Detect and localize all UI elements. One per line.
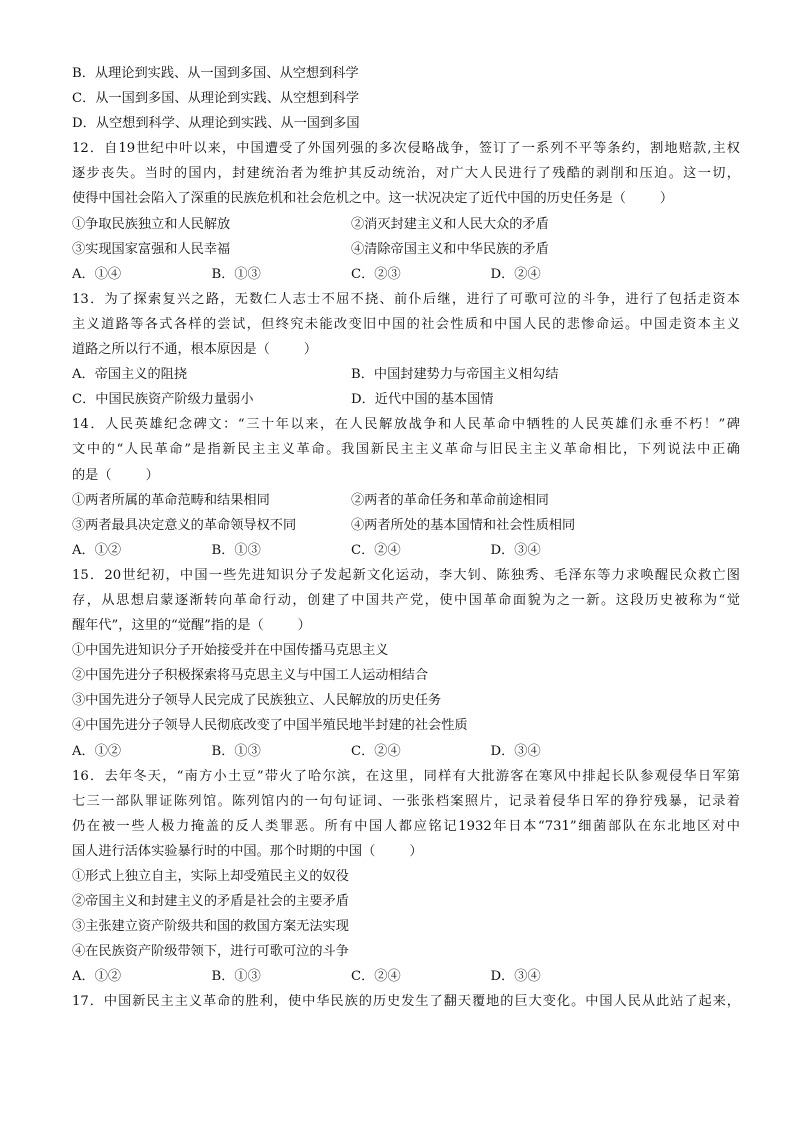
question-stem-end: ）	[145, 467, 159, 483]
question-stem-line	[72, 839, 740, 864]
statement-1: ①争取民族独立和人民解放	[72, 216, 231, 232]
statement-1: ①中国先进知识分子开始接受并在中国传播马克思主义	[72, 643, 389, 659]
question-12	[72, 136, 740, 287]
choice-a[interactable]: A．①②	[72, 743, 122, 759]
choice-row	[72, 538, 740, 563]
choice-b[interactable]: B．中国封建势力与帝国主义相勾结	[351, 367, 559, 383]
question-stem-line: 主义道路等各式各样的尝试，但终究未能改变旧中国的社会性质和中国人民的悲惨命运。中国走资本主义	[72, 316, 740, 332]
statement-4: ④清除帝国主义和中华民族的矛盾	[351, 241, 549, 257]
question-stem-line: 17．中国新民主主义革命的胜利，使中华民族的历史发生了翻天覆地的巨大变化。中国人民从此站了起来，	[72, 994, 740, 1010]
question-stem-text: 的是（	[72, 467, 112, 483]
choice-c[interactable]: C．②④	[351, 743, 401, 759]
option-c[interactable]: C．从一国到多国、从理论到实践、从空想到科学	[72, 91, 360, 107]
question-stem-line	[72, 613, 740, 638]
choice-b[interactable]: B．①③	[211, 969, 261, 985]
choice-row	[72, 739, 740, 764]
choice-c[interactable]: C．②④	[351, 969, 401, 985]
question-stem-line: 逐步丧失。当时的国内，封建统治者为维护其反动统治，对广大人民进行了残酷的剥削和压迫。这一切，	[72, 166, 740, 182]
question-stem-end: ）	[409, 843, 423, 859]
question-13	[72, 287, 740, 412]
question-11-options	[72, 61, 740, 136]
question-stem-line: 仍在被一些人极力掩盖的反人类罪恶。所有中国人都应铭记1932年日本“731”细菌部队在东北地区对中	[72, 818, 740, 834]
question-15	[72, 563, 740, 764]
question-16	[72, 764, 740, 990]
statement-3: ③两者最具决定意义的革命领导权不同	[72, 517, 297, 533]
option-b[interactable]: B．从理论到实践、从一国到多国、从空想到科学	[72, 66, 359, 81]
statement-4: ④两者所处的基本国情和社会性质相同	[351, 517, 576, 533]
question-stem-line: 七三一部队罪证陈列馆。陈列馆内的一句句证词、一张张档案照片，记录着侵华日军的狰狞残暴，记录着	[72, 793, 740, 809]
question-stem-line	[72, 463, 740, 488]
statement-4: ④在民族资产阶级带领下，进行可歌可泣的斗争	[72, 944, 349, 960]
choice-c[interactable]: C．中国民族资产阶级力量弱小	[72, 392, 254, 408]
question-14	[72, 412, 740, 563]
choice-a[interactable]: A．①②	[72, 969, 122, 985]
question-stem-line: 14．人民英雄纪念碑文：“三十年以来，在人民解放战争和人民革命中牺牲的人民英雄们永垂不朽！”碑	[72, 417, 740, 433]
choice-a[interactable]: A．①④	[72, 266, 122, 282]
question-stem-line: 12．自19世纪中叶以来，中国遭受了外国列强的多次侵略战争，签订了一系列不平等条约，割地赔款,主权	[72, 141, 740, 157]
statement-3: ③实现国家富强和人民幸福	[72, 241, 231, 257]
question-stem-line: 16．去年冬天，“南方小土豆”带火了哈尔滨，在这里，同样有大批游客在寒风中排起长队参观侵华日军第	[72, 768, 740, 784]
question-17	[72, 989, 740, 1014]
question-stem-line: 13．为了探索复兴之路，无数仁人志士不屈不挠、前仆后继，进行了可歌可泣的斗争，进行了包括走资本	[72, 291, 740, 307]
statement-2: ②两者的革命任务和革命前途相同	[351, 492, 549, 508]
question-stem-line: 15．20世纪初，中国一些先进知识分子发起新文化运动，李大钊、陈独秀、毛泽东等力求唤醒民众救亡图	[72, 567, 740, 583]
statement-2: ②消灭封建主义和人民大众的矛盾	[351, 216, 549, 232]
question-stem-text: 道路之所以行不通，根本原因是（	[72, 342, 270, 358]
statement-row	[72, 488, 740, 513]
statement-row	[72, 212, 740, 237]
question-stem-end: ）	[303, 342, 317, 358]
choice-d[interactable]: D．②④	[490, 266, 541, 282]
choice-row	[72, 262, 740, 287]
choice-row	[72, 964, 740, 989]
choice-a[interactable]: A．①②	[72, 542, 122, 558]
choice-d[interactable]: D．近代中国的基本国情	[351, 392, 494, 408]
statement-3: ③中国先进分子领导人民完成了民族独立、人民解放的历史任务	[72, 693, 442, 709]
question-stem-text: 使得中国社会陷入了深重的民族危机和社会危机之中。这一状况决定了近代中国的历史任务是（	[72, 191, 626, 207]
question-stem-line: 存，从思想启蒙逐渐转向革命行动，创建了中国共产党，使中国革命面貌为之一新。这段历史被称为“觉	[72, 592, 740, 608]
choice-c[interactable]: C．②④	[351, 542, 401, 558]
statement-row	[72, 513, 740, 538]
option-d[interactable]: D．从空想到科学、从理论到实践、从一国到多国	[72, 116, 360, 132]
question-stem-line	[72, 337, 740, 362]
question-stem-end: ）	[297, 618, 311, 634]
choice-d[interactable]: D．③④	[490, 542, 541, 558]
statement-2: ②中国先进分子积极探索将马克思主义与中国工人运动相结合	[72, 668, 429, 684]
choice-c[interactable]: C．②③	[351, 266, 401, 282]
question-stem-line	[72, 186, 740, 211]
statement-1: ①形式上独立自主，实际上却受殖民主义的奴役	[72, 869, 349, 884]
question-stem-text: 醒年代”，这里的“觉醒”指的是（	[72, 618, 264, 634]
statement-2: ②帝国主义和封建主义的矛盾是社会的主要矛盾	[72, 894, 349, 910]
statement-1: ①两者所属的革命范畴和结果相同	[72, 492, 270, 508]
choice-b[interactable]: B．①③	[211, 743, 261, 759]
statement-row	[72, 237, 740, 262]
choice-d[interactable]: D．③④	[490, 743, 541, 759]
question-stem-text: 国人进行活体实验暴行时的中国。那个时期的中国（	[72, 843, 376, 859]
statement-4: ④中国先进分子领导人民彻底改变了中国半殖民地半封建的社会性质	[72, 718, 468, 734]
statement-3: ③主张建立资产阶级共和国的救国方案无法实现	[72, 919, 349, 935]
choice-b[interactable]: B．①③	[211, 266, 261, 282]
choice-b[interactable]: B．①③	[211, 542, 261, 558]
question-stem-line: 文中的“人民革命”是指新民主主义革命。我国新民主主义革命与旧民主主义革命相比，下列说法中正确	[72, 442, 740, 458]
choice-row	[72, 387, 740, 412]
choice-a[interactable]: A．帝国主义的阻挠	[72, 367, 188, 383]
question-stem-end: ）	[659, 191, 674, 207]
choice-d[interactable]: D．③④	[490, 969, 541, 985]
choice-row	[72, 362, 740, 387]
exam-page	[72, 61, 740, 1015]
